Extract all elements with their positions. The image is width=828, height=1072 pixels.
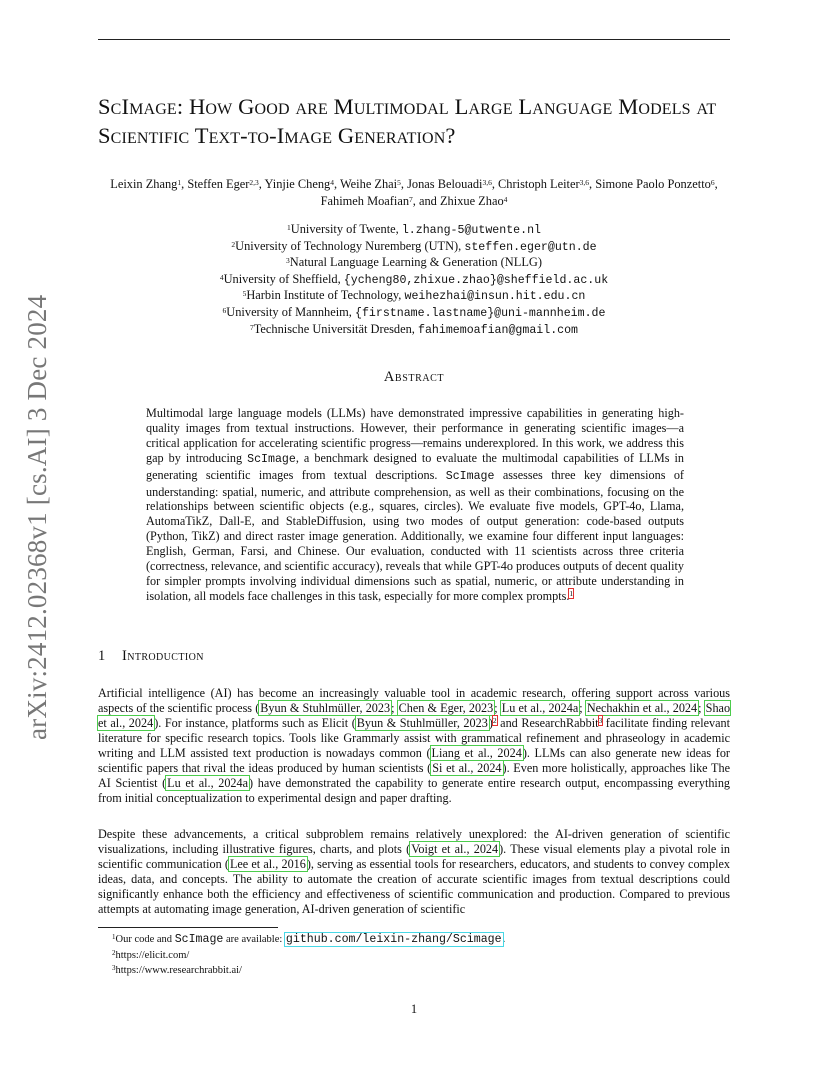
email-link[interactable]: {firstname.lastname}@uni-mannheim.de	[355, 306, 606, 320]
citation-link[interactable]: Nechakhin et al., 2024	[586, 700, 698, 715]
intro-paragraph: Despite these advancements, a critical subproblem remains relatively unexplored: the AI-driven generation of scientific visualizations, including illustrative figures, charts, and plots (Voigt et al., 2024). These visual elements play a pivotal role in scientific communication (Lee et al., 2016), serving as essential tools for researchers, educators, and students to convey complex ideas, data, and concepts. The ability to automate the creation of accurate scientific images from textual descriptions could significantly enhance both the efficiency and effectiveness of scientific communication and production. Compared to previous attempts at automating image generation, AI-driven generation of scientific	[98, 827, 731, 916]
footnote-rule	[98, 927, 278, 928]
elicit-url: https://elicit.com/	[115, 949, 190, 961]
affiliation-list	[100, 222, 728, 338]
footnote: $^2$https://elicit.com/	[112, 948, 190, 961]
header-rule	[98, 39, 730, 40]
footnote-link[interactable]: 3	[598, 715, 603, 725]
citation-link[interactable]: Si et al., 2024	[432, 760, 502, 775]
author: Yinjie Cheng$^4$,	[264, 177, 340, 191]
email-link[interactable]: weihezhai@insun.hit.edu.cn	[404, 290, 586, 304]
intro-paragraph: Artificial intelligence (AI) has become an increasingly valuable tool in academic research, offering support across various aspects of the scientific process (Byun & Stuhlmüller, 2023; Chen & Eger, 2023; Lu et al., 2024a; Nechakhin et al., 2024; Shao et al., 2024). For instance, platforms such as Elicit (Byun & Stuhlmüller, 2023)$^2$ and ResearchRabbit$^3$ facilitate finding relevant literature for specific research topics. Tools like Grammarly assist with grammatical refinement and phraseology in academic writing and LLM assisted text production is nowadays common (Liang et al., 2024). LLMs can also generate new ideas for scientific papers that rival the ideas produced by human scientists (Si et al., 2024). Even more holistically, approaches like The AI Scientist (Lu et al., 2024a) have demonstrated the capability to generate entire research output, encompassing everything from initial conceptualization to experimental design and paper drafting.	[98, 686, 731, 805]
footnote: $^1$Our code and ScImage are available: github.com/leixin-zhang/Scimage.	[112, 933, 506, 946]
section-number: 1	[98, 648, 106, 664]
affiliation: $^2$University of Technology Nuremberg (UTN), steffen.eger@utn.de	[231, 238, 597, 254]
citation-link[interactable]: Byun & Stuhlmüller, 2023	[356, 715, 488, 730]
affiliation: $^6$University of Mannheim, {firstname.lastname}@uni-mannheim.de	[222, 304, 606, 320]
author: Jonas Belouadi$^{3,6}$,	[407, 177, 499, 191]
section-title: Introduction	[122, 648, 204, 664]
paper-title	[98, 92, 738, 150]
citation-link[interactable]: Lu et al., 2024a	[167, 775, 249, 790]
citation-link[interactable]: Voigt et al., 2024	[411, 841, 499, 856]
email-link[interactable]: l.zhang-5@utwente.nl	[401, 224, 541, 237]
page-number: 1	[410, 1002, 418, 1016]
researchrabbit-url: https://www.researchrabbit.ai/	[115, 965, 242, 977]
affiliation: $^5$Harbin Institute of Technology, weihezhai@insun.hit.edu.cn	[242, 288, 586, 304]
author: Fahimeh Moafian$^7$, and	[320, 194, 440, 208]
citation-link[interactable]: Liang et al., 2024	[431, 745, 522, 760]
email-link[interactable]: fahimemoafian@gmail.com	[418, 323, 579, 337]
citation-link[interactable]: Lee et al., 2016	[229, 856, 306, 871]
affiliation: $^3$Natural Language Learning & Generation (NLLG)	[286, 255, 542, 270]
arxiv-identifier: arXiv:2412.02368v1 [cs.AI] 3 Dec 2024	[22, 294, 52, 740]
author: Weihe Zhai$^5$,	[339, 177, 408, 191]
abstract-text: Multimodal large language models (LLMs) have demonstrated impressive capabilities in generating high-quality images from textual instructions. However, their performance in generating scientific images—a critical application for accelerating scientific progress—remains underexplored. In this work, we address this gap by introducing ScImage, a benchmark designed to evaluate the multimodal capabilities of LLMs in generating scientific images from textual descriptions. ScImage assesses three key dimensions of understanding: spatial, numeric, and attribute comprehension, as well as their combinations, focusing on the relationships between scientific objects (e.g., squares, circles). We evaluate five models, GPT-4o, Llama, AutomaTikZ, Dall-E, and StableDiffusion, using two modes of output generation: code-based outputs (Python, TikZ) and direct raster image generation. Additionally, we examine four different input languages: English, German, Farsi, and Chinese. Our evaluation, conducted with 11 scientists across three criteria (correctness, relevance, and scientific accuracy), reveals that while GPT-4o produces outputs of decent quality for simpler prompts involving individual dimensions such as spatial, numeric, or attribute understanding in isolation, all models face challenges in this task, especially for more complex prompts.$^1$	[146, 406, 684, 603]
citation-link[interactable]: Byun & Stuhlmüller, 2023	[260, 700, 391, 715]
author: Simone Paolo Ponzetto$^6$,	[595, 177, 718, 191]
affiliation: $^1$University of Twente, l.zhang-5@utwente.nl	[287, 222, 541, 237]
abstract-heading: Abstract	[383, 369, 445, 385]
citation-link[interactable]: Shao et al., 2024	[98, 700, 731, 730]
author-list	[100, 176, 728, 210]
author: Leixin Zhang$^1$,	[110, 177, 188, 191]
author: Steffen Eger$^{2,3}$,	[187, 177, 265, 191]
affiliation: $^7$Technische Universität Dresden, fahimemoafian@gmail.com	[249, 321, 579, 337]
repository-link[interactable]: github.com/leixin-zhang/Scimage	[285, 933, 502, 946]
citation-link[interactable]: Chen & Eger, 2023	[398, 700, 494, 715]
benchmark-name: ScImage	[98, 94, 177, 119]
author: Christoph Leiter$^{3,6}$,	[498, 177, 596, 191]
footnote-link[interactable]: 2	[492, 715, 497, 725]
citation-link[interactable]: Lu et al., 2024a	[501, 700, 579, 715]
section-heading	[98, 648, 204, 665]
footnote-link[interactable]: 1	[569, 588, 574, 598]
author: Zhixue Zhao$^4$	[439, 194, 508, 208]
email-link[interactable]: {ycheng80,zhixue.zhao}@sheffield.ac.uk	[343, 273, 609, 287]
affiliation: $^4$University of Sheffield, {ycheng80,zhixue.zhao}@sheffield.ac.uk	[219, 271, 609, 287]
email-link[interactable]: steffen.eger@utn.de	[464, 240, 597, 254]
footnotes	[112, 932, 732, 979]
footnote: $^3$https://www.researchrabbit.ai/	[112, 964, 242, 977]
title-rest: : How Good are Multimodal Large Language Models at Scientific Text-to-Image Generation?	[98, 94, 717, 148]
